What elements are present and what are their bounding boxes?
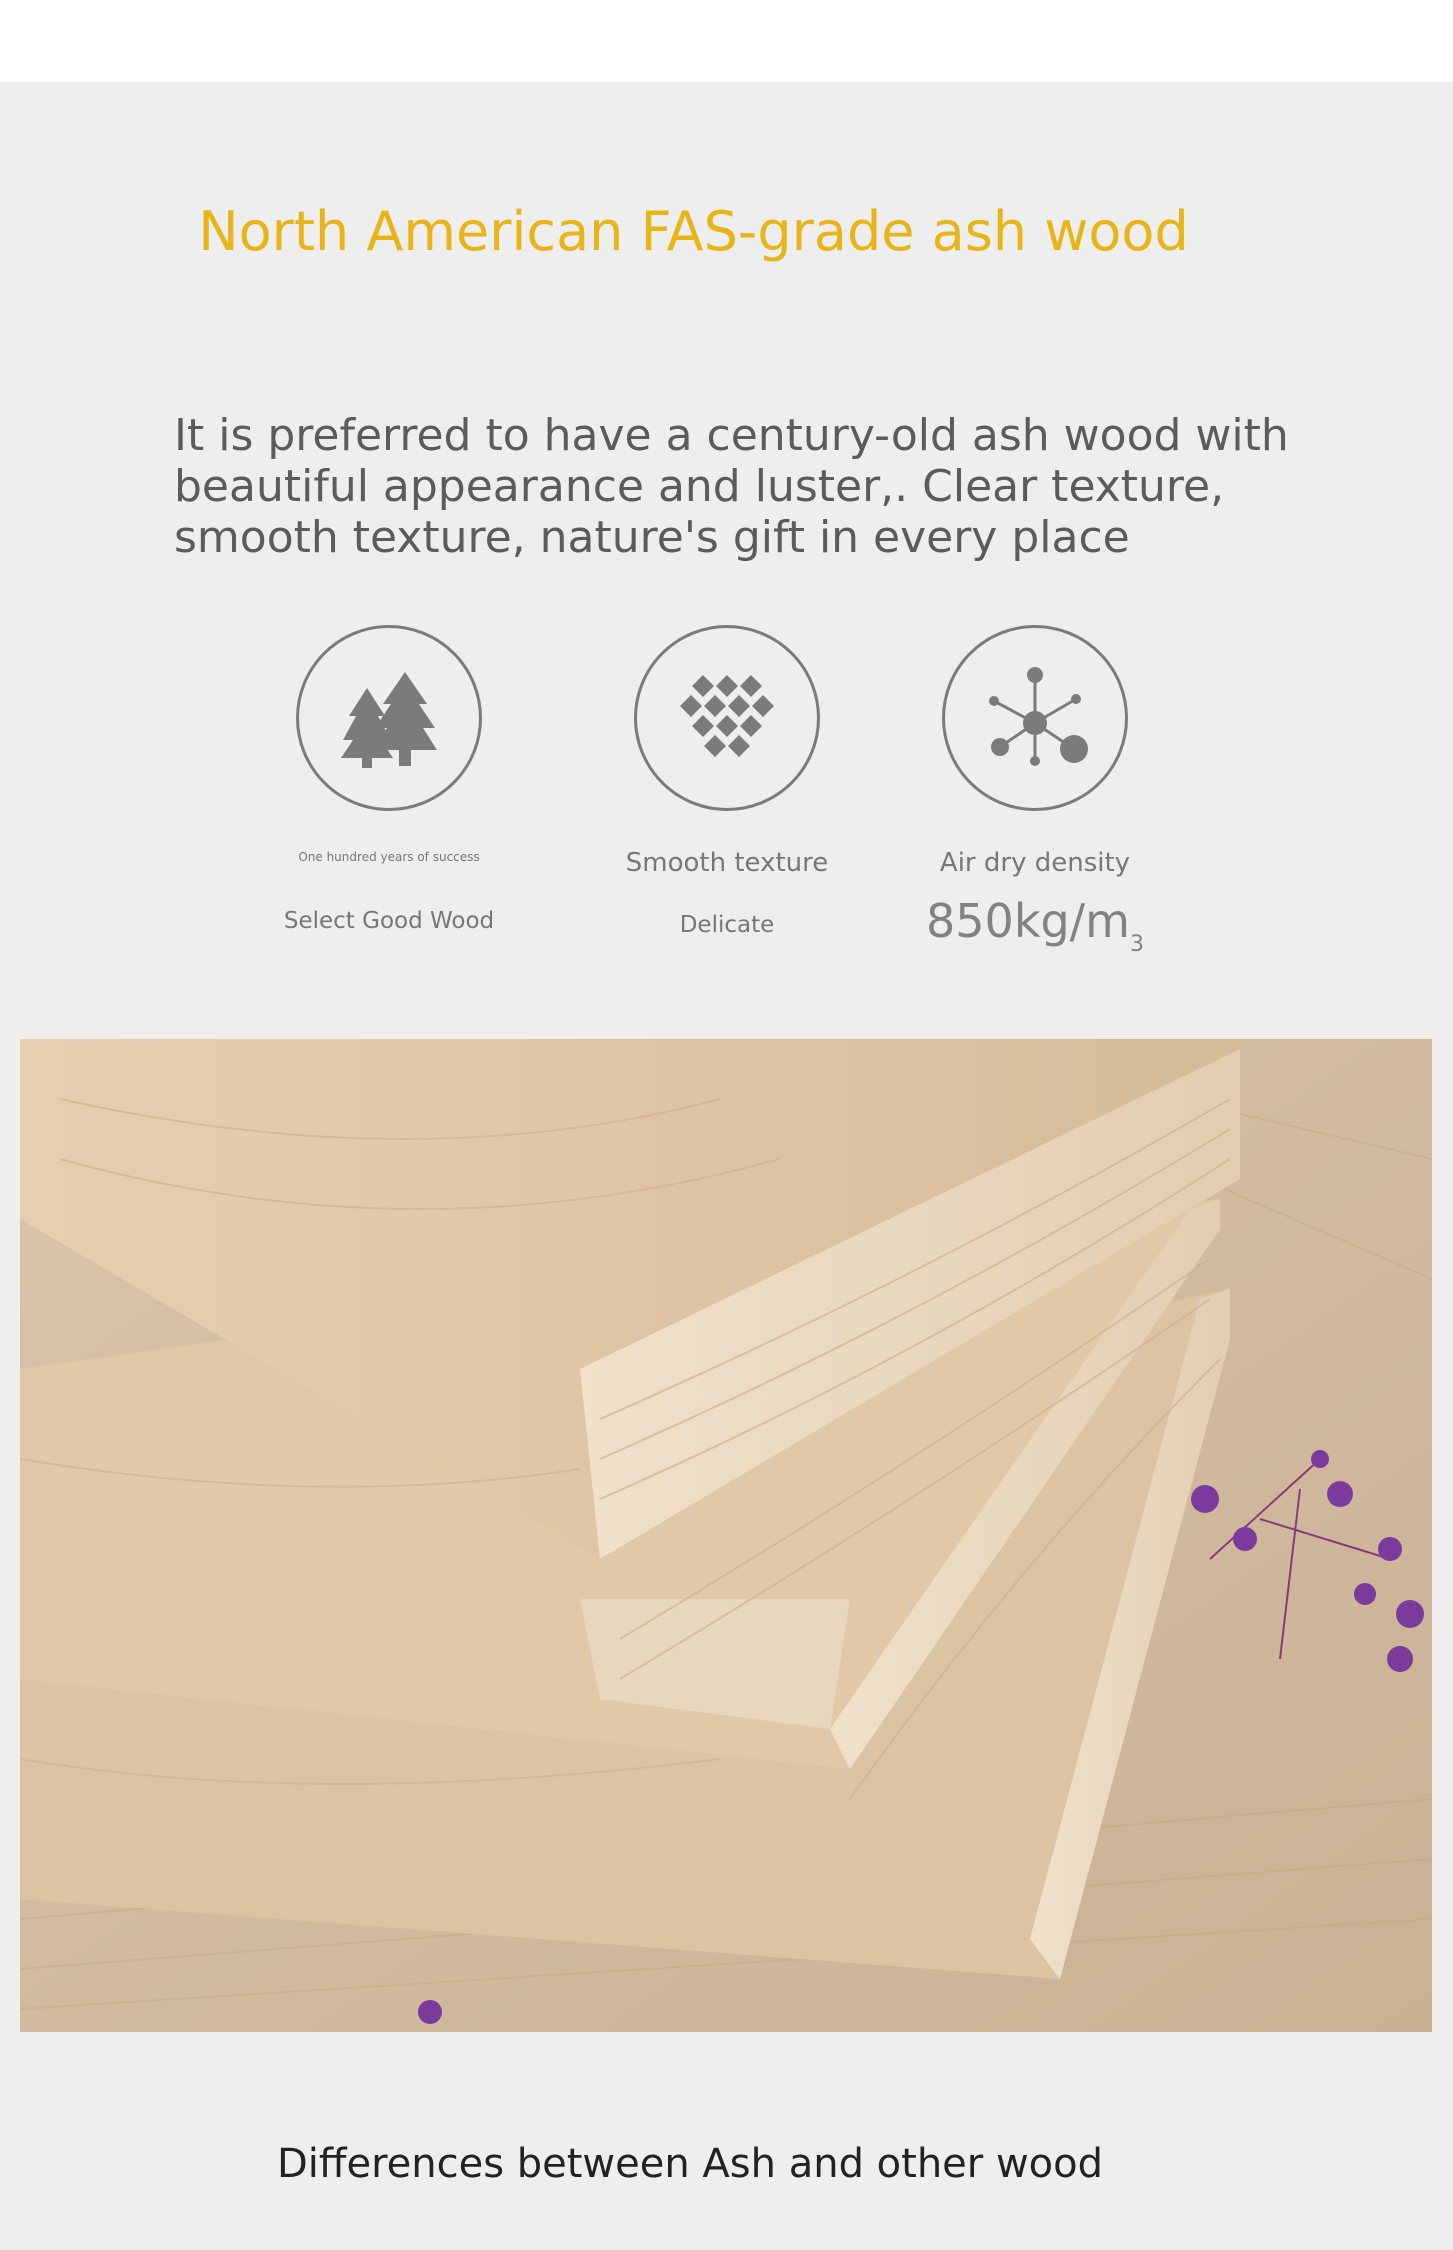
wood-boards-photo (20, 1039, 1432, 2032)
description-text: It is preferred to have a century-old ash wood with beautiful appearance and luster,. Clear texture, smooth texture, nature's gift in every place (174, 410, 1289, 563)
feature-label-smooth-texture: Smooth texture (625, 848, 829, 878)
feature-label-select-good-wood: Select Good Wood (283, 908, 495, 934)
density-value (870, 896, 1200, 957)
feature-select-good-wood (224, 625, 554, 811)
section-footer-title: Differences between Ash and other wood (276, 2141, 1103, 2187)
feature-smooth-texture (562, 625, 892, 811)
feature-air-dry-density (870, 625, 1200, 811)
molecule-icon (942, 625, 1128, 811)
feature-sublabel-delicate: Delicate (679, 912, 775, 938)
density-unit-suffix: 3 (1129, 932, 1144, 957)
diamond-grid-icon (634, 625, 820, 811)
trees-icon (296, 625, 482, 811)
feature-small-caption: One hundred years of success (298, 850, 480, 864)
page-title: North American FAS-grade ash wood (198, 200, 1189, 263)
density-number: 850kg/m (926, 894, 1130, 948)
feature-label-air-dry-density: Air dry density (939, 848, 1131, 878)
